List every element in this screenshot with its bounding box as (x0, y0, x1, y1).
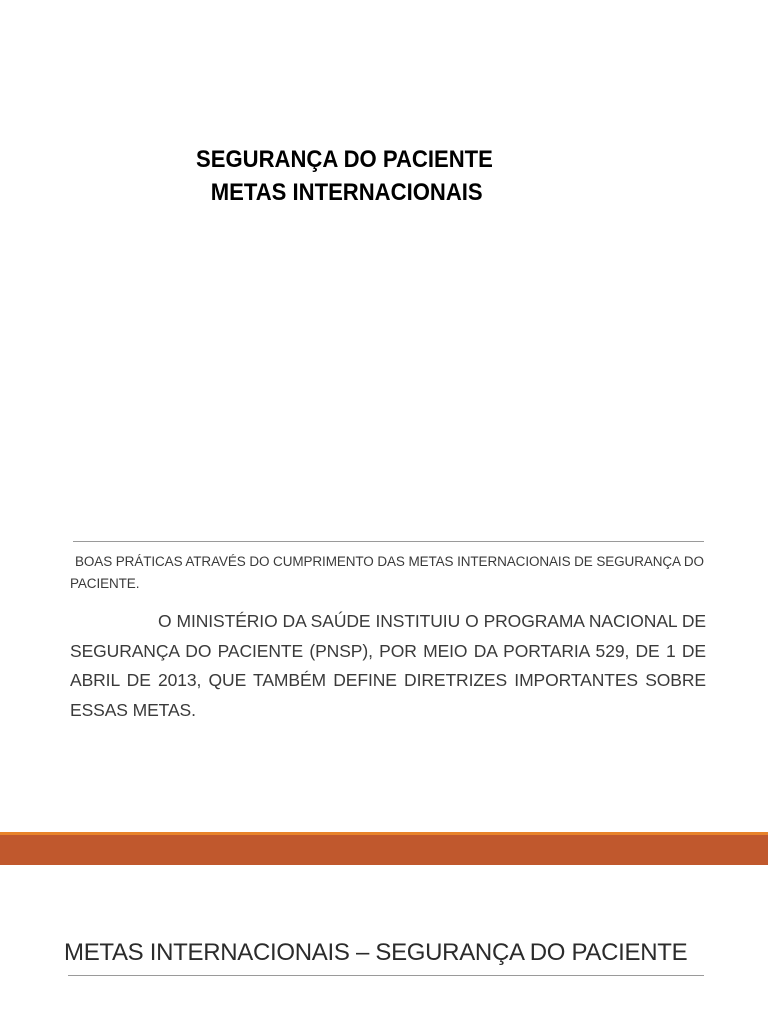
body-paragraph (70, 607, 706, 725)
page-title (196, 143, 564, 209)
accent-band (0, 835, 768, 865)
bottom-divider (68, 975, 704, 976)
intro-line-1: BOAS PRÁTICAS ATRAVÉS DO CUMPRIMENTO DAS METAS INTERNACIONAIS DE SEGURANÇA DO (75, 554, 704, 569)
intro-paragraph (70, 551, 710, 595)
title-line-1: SEGURANÇA DO PACIENTE (196, 146, 493, 173)
intro-line-2: PACIENTE. (70, 576, 140, 591)
title-line-2: METAS INTERNACIONAIS (210, 179, 483, 206)
top-divider (73, 541, 704, 542)
footer-title: METAS INTERNACIONAIS – SEGURANÇA DO PACIENTE (64, 939, 688, 966)
body-text: O MINISTÉRIO DA SAÚDE INSTITUIU O PROGRAMA NACIONAL DE SEGURANÇA DO PACIENTE (PNSP), POR MEIO DA PORTARIA 529, DE 1 DE ABRIL DE 2013, QUE TAMBÉM DEFINE DIRETRIZES IMPORTANTES SOBRE ESSAS METAS. (70, 611, 706, 720)
